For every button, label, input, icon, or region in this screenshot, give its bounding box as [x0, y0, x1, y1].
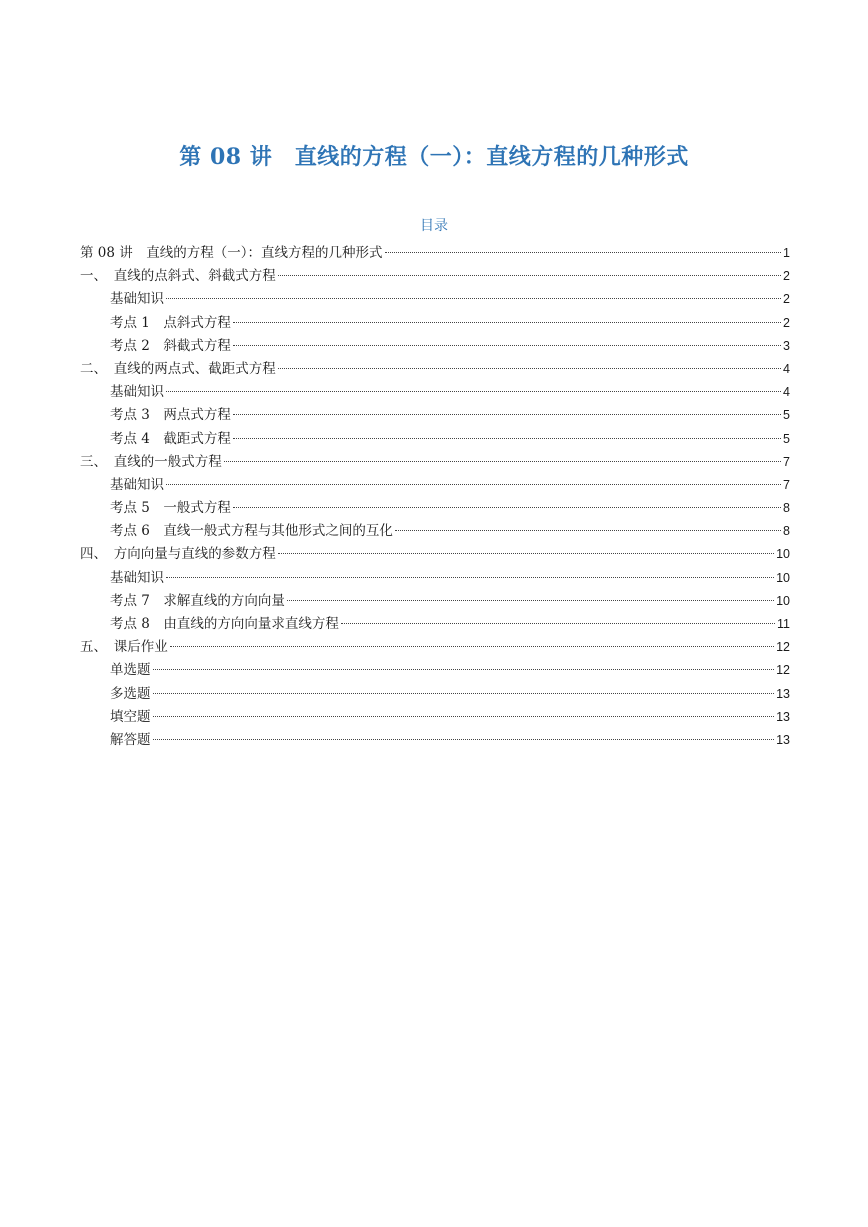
toc-entry-label: 基础知识	[110, 384, 164, 401]
toc-entry-label: 基础知识	[110, 476, 164, 493]
toc-entry-label: 考点 5 一般式方程	[110, 500, 231, 517]
toc-entry-page-number: 4	[783, 361, 790, 376]
toc-dot-leader	[395, 530, 781, 531]
toc-entry[interactable]	[80, 404, 790, 427]
toc-entry-page-number: 13	[776, 732, 790, 747]
toc-entry-label: 考点 8 由直线的方向向量求直线方程	[110, 616, 339, 632]
toc-entry-label: 二、 直线的两点式、截距式方程	[80, 360, 276, 377]
toc-dot-leader	[233, 414, 781, 415]
toc-dot-leader	[166, 298, 781, 299]
toc-dot-leader	[153, 693, 775, 694]
toc-entry-label: 考点 4 截距式方程	[110, 430, 231, 447]
toc-entry-page-number: 13	[776, 686, 790, 701]
toc-entry-page-number: 1	[783, 246, 790, 260]
toc-entry-label: 解答题	[110, 731, 151, 748]
toc-entry[interactable]	[80, 706, 790, 729]
toc-entry-label: 三、 直线的一般式方程	[80, 453, 222, 470]
toc-dot-leader	[233, 438, 781, 439]
toc-entry[interactable]	[80, 613, 790, 636]
toc-entry-page-number: 7	[783, 454, 790, 469]
toc-entry[interactable]	[80, 451, 790, 474]
toc-dot-leader	[153, 739, 775, 740]
toc-entry-label: 考点 3 两点式方程	[110, 407, 231, 424]
toc-dot-leader	[233, 322, 781, 323]
toc-dot-leader	[224, 461, 781, 462]
toc-dot-leader	[278, 368, 781, 369]
toc-entry[interactable]	[80, 312, 790, 335]
toc-entry-page-number: 5	[783, 408, 790, 423]
toc-entry-page-number: 4	[783, 385, 790, 400]
toc-entry-label: 填空题	[110, 708, 151, 725]
toc-entry-label: 考点 6 直线一般式方程与其他形式之间的互化	[110, 523, 393, 540]
toc-entry[interactable]	[80, 288, 790, 311]
toc-entry-label: 单选题	[110, 662, 151, 679]
toc-entry-page-number: 12	[776, 663, 790, 678]
toc-dot-leader	[341, 623, 775, 624]
toc-dot-leader	[170, 646, 774, 647]
toc-entry-label: 考点 1 点斜式方程	[110, 314, 231, 331]
toc-entry-page-number: 7	[783, 477, 790, 492]
toc-dot-leader	[278, 553, 774, 554]
toc-entry-page-number: 10	[776, 547, 790, 562]
page-title: 第 08 讲 直线的方程（一）：直线方程的几种形式	[179, 144, 689, 170]
toc-entry[interactable]	[80, 265, 790, 288]
toc-entry-label: 五、 课后作业	[80, 639, 168, 656]
toc-entry[interactable]	[80, 242, 790, 265]
toc-entry-page-number: 8	[783, 501, 790, 516]
toc-entry-label: 四、 方向向量与直线的参数方程	[80, 546, 276, 563]
toc-entry-label: 考点 7 求解直线的方向向量	[110, 592, 285, 609]
toc-dot-leader	[287, 600, 774, 601]
toc-entry-label: 多选题	[110, 685, 151, 702]
toc-entry[interactable]	[80, 358, 790, 381]
toc-entry-page-number: 8	[783, 524, 790, 539]
toc-entry[interactable]	[80, 474, 790, 497]
toc-dot-leader	[278, 275, 781, 276]
toc-dot-leader	[153, 716, 775, 717]
toc-entry[interactable]	[80, 381, 790, 404]
toc-dot-leader	[166, 484, 781, 485]
toc-entry[interactable]	[80, 567, 790, 590]
table-of-contents	[80, 242, 790, 752]
toc-entry[interactable]	[80, 636, 790, 659]
toc-dot-leader	[233, 345, 781, 346]
toc-entry[interactable]	[80, 543, 790, 566]
toc-entry-label: 考点 2 斜截式方程	[110, 337, 231, 354]
toc-dot-leader	[233, 507, 781, 508]
toc-entry-page-number: 2	[783, 292, 790, 307]
toc-entry[interactable]	[80, 590, 790, 613]
toc-entry-page-number: 10	[776, 593, 790, 608]
toc-entry-page-number: 2	[783, 315, 790, 330]
toc-dot-leader	[166, 391, 781, 392]
toc-entry[interactable]	[80, 683, 790, 706]
toc-entry-label: 基础知识	[110, 569, 164, 586]
toc-entry-page-number: 10	[776, 570, 790, 585]
toc-entry-page-number: 13	[776, 709, 790, 724]
toc-entry-page-number: 11	[777, 617, 790, 631]
toc-entry-page-number: 3	[783, 338, 790, 353]
toc-entry-page-number: 2	[783, 269, 790, 284]
toc-entry[interactable]	[80, 335, 790, 358]
toc-entry[interactable]	[80, 497, 790, 520]
toc-entry[interactable]	[80, 729, 790, 752]
toc-entry[interactable]	[80, 659, 790, 682]
toc-dot-leader	[153, 669, 775, 670]
toc-dot-leader	[166, 577, 774, 578]
toc-entry-label: 基础知识	[110, 291, 164, 308]
toc-entry-label: 一、 直线的点斜式、斜截式方程	[80, 268, 276, 285]
toc-dot-leader	[385, 252, 782, 253]
toc-entry-page-number: 5	[783, 431, 790, 446]
toc-entry[interactable]	[80, 428, 790, 451]
toc-heading: 目录	[420, 218, 448, 234]
toc-entry-page-number: 12	[776, 640, 790, 655]
toc-entry[interactable]	[80, 520, 790, 543]
toc-entry-label: 第 08 讲 直线的方程（一）：直线方程的几种形式	[80, 245, 383, 261]
